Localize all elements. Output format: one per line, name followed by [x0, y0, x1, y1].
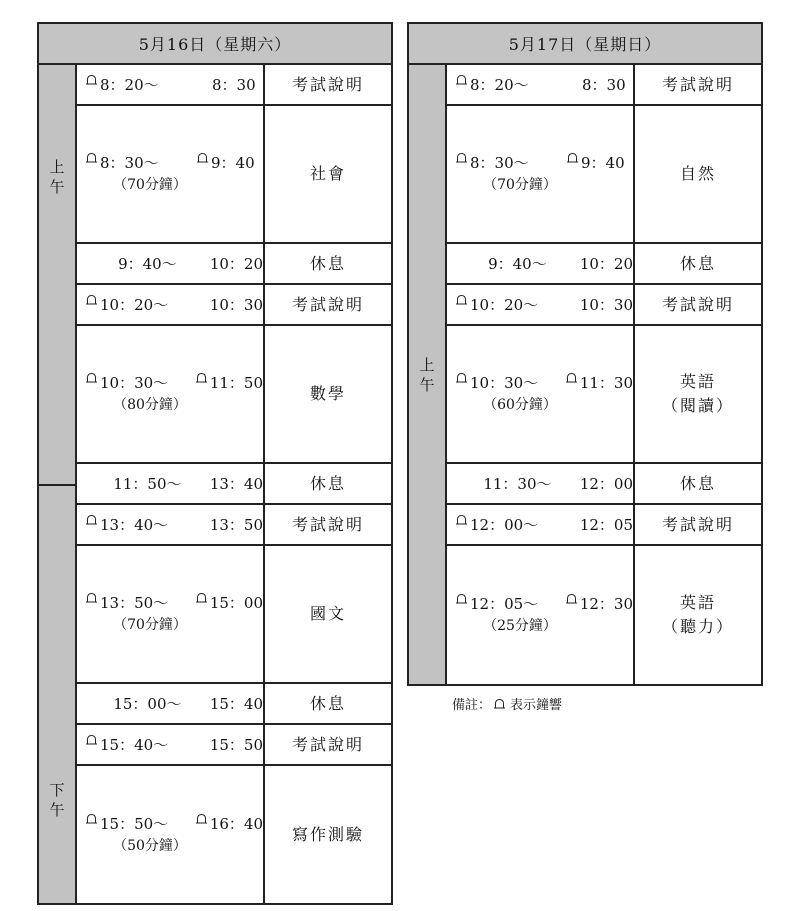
bell-icon: [565, 372, 578, 384]
duration: （70分鐘）: [113, 617, 187, 633]
bell-icon: [85, 152, 98, 164]
bell-icon: [493, 698, 506, 710]
subject-name: 考試說明: [661, 294, 734, 314]
time-cell: [77, 684, 265, 723]
bell-placeholder: [196, 74, 210, 86]
subject-cell: [635, 505, 761, 544]
schedule-row: [77, 684, 391, 725]
duration: （70分鐘）: [483, 177, 557, 193]
time-cell: [77, 464, 265, 503]
end-time: 12：30: [579, 595, 633, 613]
time-cell: [447, 546, 635, 684]
time-cell: [447, 285, 635, 324]
period-afternoon: [39, 484, 77, 903]
end-time: 10：20: [579, 254, 633, 273]
subject-name: 寫作測驗: [291, 824, 364, 844]
schedule-row: [77, 464, 391, 505]
schedule-row: [77, 766, 391, 903]
subject-name: 英語: [679, 593, 716, 612]
subject-name: （聽力）: [661, 617, 734, 636]
duration: （70分鐘）: [113, 177, 187, 193]
subject-cell: [265, 244, 391, 283]
schedule-row: [77, 505, 391, 546]
subject-cell: [265, 684, 391, 723]
start-time: 11：50～: [113, 474, 182, 493]
end-time: 9：40: [581, 154, 625, 172]
end-time: 15：00: [209, 594, 263, 612]
subject-cell: [635, 326, 761, 462]
schedule-row: [447, 65, 761, 106]
subject-name: 考試說明: [291, 734, 364, 754]
duration: （80分鐘）: [113, 397, 187, 413]
subject-name: 考試說明: [291, 514, 364, 534]
subject-cell: [265, 546, 391, 682]
time-cell: [77, 505, 265, 544]
subject-name: 社會: [309, 164, 346, 183]
day-header: 5月17日（星期日）: [409, 24, 761, 65]
bell-icon: [196, 152, 209, 164]
period-label-char: 午: [49, 178, 65, 196]
bell-icon: [85, 592, 98, 604]
schedule-row: [447, 546, 761, 684]
end-time: 11：30: [579, 374, 633, 392]
bell-icon: [455, 152, 468, 164]
bell-placeholder: [564, 294, 578, 306]
end-time: 15：50: [209, 735, 263, 754]
start-time: 13：50～: [100, 594, 169, 612]
schedule-table-1: [37, 22, 393, 905]
bell-placeholder: [564, 253, 578, 265]
note-suffix: 表示鐘響: [510, 698, 563, 713]
time-cell: [77, 326, 265, 462]
start-time: 12：00～: [470, 515, 539, 534]
bell-icon: [566, 152, 579, 164]
bell-placeholder: [564, 473, 578, 485]
start-time: 10：30～: [470, 374, 539, 392]
start-time: 15：00～: [113, 694, 182, 713]
time-cell: [77, 106, 265, 242]
time-cell: [447, 464, 635, 503]
start-time: 15：50～: [100, 814, 169, 833]
schedule-row: [447, 285, 761, 326]
start-time: 8：20～: [100, 75, 159, 94]
end-time: 9：40: [211, 154, 255, 172]
start-time: 9：40～: [488, 254, 547, 273]
period-morning: [409, 65, 447, 684]
bell-placeholder: [194, 514, 208, 526]
time-cell: [77, 244, 265, 283]
bell-icon: [85, 734, 98, 746]
note-prefix: 備註：: [452, 698, 492, 713]
start-time: 10：20～: [100, 295, 169, 314]
subject-name: 休息: [679, 473, 716, 493]
end-time: 15：40: [209, 694, 263, 713]
period-label-char: 午: [49, 800, 65, 819]
end-time: 10：30: [209, 295, 263, 314]
time-cell: [77, 766, 265, 903]
start-time: 11：30～: [483, 474, 552, 493]
start-time: 15：40～: [100, 735, 169, 754]
schedule-row: [77, 244, 391, 285]
subject-name: （閱讀）: [661, 396, 734, 415]
duration: （50分鐘）: [113, 837, 187, 854]
start-time: 12：05～: [470, 595, 539, 613]
bell-icon: [455, 593, 468, 605]
schedule-table-2: [407, 22, 763, 686]
subject-name: 休息: [679, 253, 716, 273]
bell-placeholder: [85, 473, 99, 485]
bell-icon: [195, 372, 208, 384]
schedule-row: [77, 65, 391, 106]
start-time: 9：40～: [118, 254, 177, 273]
time-cell: [77, 725, 265, 764]
time-cell: [447, 326, 635, 462]
subject-cell: [635, 106, 761, 242]
subject-cell: [265, 766, 391, 903]
subject-cell: [265, 285, 391, 324]
subject-cell: [635, 285, 761, 324]
bell-placeholder: [194, 693, 208, 705]
bell-icon: [195, 813, 208, 825]
subject-name: 國文: [309, 604, 346, 623]
schedule-row: [447, 244, 761, 285]
schedule-row: [77, 546, 391, 684]
schedule-row: [447, 326, 761, 464]
schedule-row: [447, 505, 761, 546]
end-time: 8：30: [212, 75, 256, 94]
end-time: 11：50: [209, 374, 263, 392]
time-cell: [447, 505, 635, 544]
bell-icon: [85, 813, 98, 825]
duration: （60分鐘）: [483, 397, 557, 413]
period-morning: [39, 65, 77, 484]
schedule-row: [77, 326, 391, 464]
bell-placeholder: [566, 74, 580, 86]
start-time: 8：30～: [470, 154, 529, 172]
bell-icon: [85, 74, 98, 86]
time-cell: [77, 285, 265, 324]
period-label-char: 上: [419, 355, 435, 374]
bell-icon: [85, 294, 98, 306]
bell-icon: [85, 514, 98, 526]
subject-name: 考試說明: [661, 514, 734, 534]
bell-icon: [455, 372, 468, 384]
subject-name: 考試說明: [291, 74, 364, 94]
subject-cell: [265, 326, 391, 462]
period-label-char: 下: [49, 780, 65, 799]
end-time: 12：00: [579, 474, 633, 493]
bell-placeholder: [455, 473, 469, 485]
bell-placeholder: [194, 294, 208, 306]
time-cell: [77, 65, 265, 104]
start-time: 8：30～: [100, 154, 159, 172]
subject-name: 考試說明: [661, 74, 734, 94]
bell-icon: [195, 592, 208, 604]
bell-placeholder: [194, 253, 208, 265]
end-time: 12：05: [579, 515, 633, 534]
time-cell: [447, 106, 635, 242]
bell-icon: [455, 74, 468, 86]
bell-icon: [455, 514, 468, 526]
day-header: 5月16日（星期六）: [39, 24, 391, 65]
time-cell: [447, 65, 635, 104]
start-time: 10：20～: [470, 295, 539, 314]
start-time: 13：40～: [100, 515, 169, 534]
start-time: 10：30～: [100, 374, 169, 392]
bell-icon: [455, 294, 468, 306]
schedule-row: [447, 106, 761, 244]
subject-name: 考試說明: [291, 294, 364, 314]
period-label-char: 上: [49, 158, 65, 176]
schedule-row: [77, 285, 391, 326]
subject-cell: [265, 725, 391, 764]
time-cell: [77, 546, 265, 682]
subject-cell: [265, 65, 391, 104]
end-time: 16：40: [209, 814, 263, 833]
subject-name: 英語: [679, 372, 716, 391]
bell-icon: [565, 593, 578, 605]
subject-cell: [635, 464, 761, 503]
end-time: 8：30: [582, 75, 626, 94]
bell-icon: [85, 372, 98, 384]
bell-placeholder: [455, 253, 469, 265]
schedule-row: [77, 106, 391, 244]
end-time: 10：20: [209, 254, 263, 273]
duration: （25分鐘）: [483, 618, 557, 634]
subject-name: 休息: [309, 253, 346, 273]
subject-cell: [635, 65, 761, 104]
subject-cell: [265, 464, 391, 503]
end-time: 13：50: [209, 515, 263, 534]
bell-placeholder: [194, 473, 208, 485]
schedule-row: [77, 725, 391, 766]
bell-placeholder: [564, 514, 578, 526]
subject-cell: [635, 546, 761, 684]
subject-cell: [265, 106, 391, 242]
subject-name: 休息: [309, 473, 346, 493]
start-time: 8：20～: [470, 75, 529, 94]
subject-cell: [265, 505, 391, 544]
bell-placeholder: [85, 253, 99, 265]
legend-note: [452, 694, 562, 713]
schedule-row: [447, 464, 761, 505]
bell-placeholder: [194, 734, 208, 746]
subject-name: 數學: [309, 384, 346, 403]
end-time: 10：30: [579, 295, 633, 314]
subject-cell: [635, 244, 761, 283]
subject-name: 自然: [679, 164, 716, 183]
end-time: 13：40: [209, 474, 263, 493]
subject-name: 休息: [309, 693, 346, 713]
period-label-char: 午: [419, 375, 435, 394]
time-cell: [447, 244, 635, 283]
bell-placeholder: [85, 693, 99, 705]
